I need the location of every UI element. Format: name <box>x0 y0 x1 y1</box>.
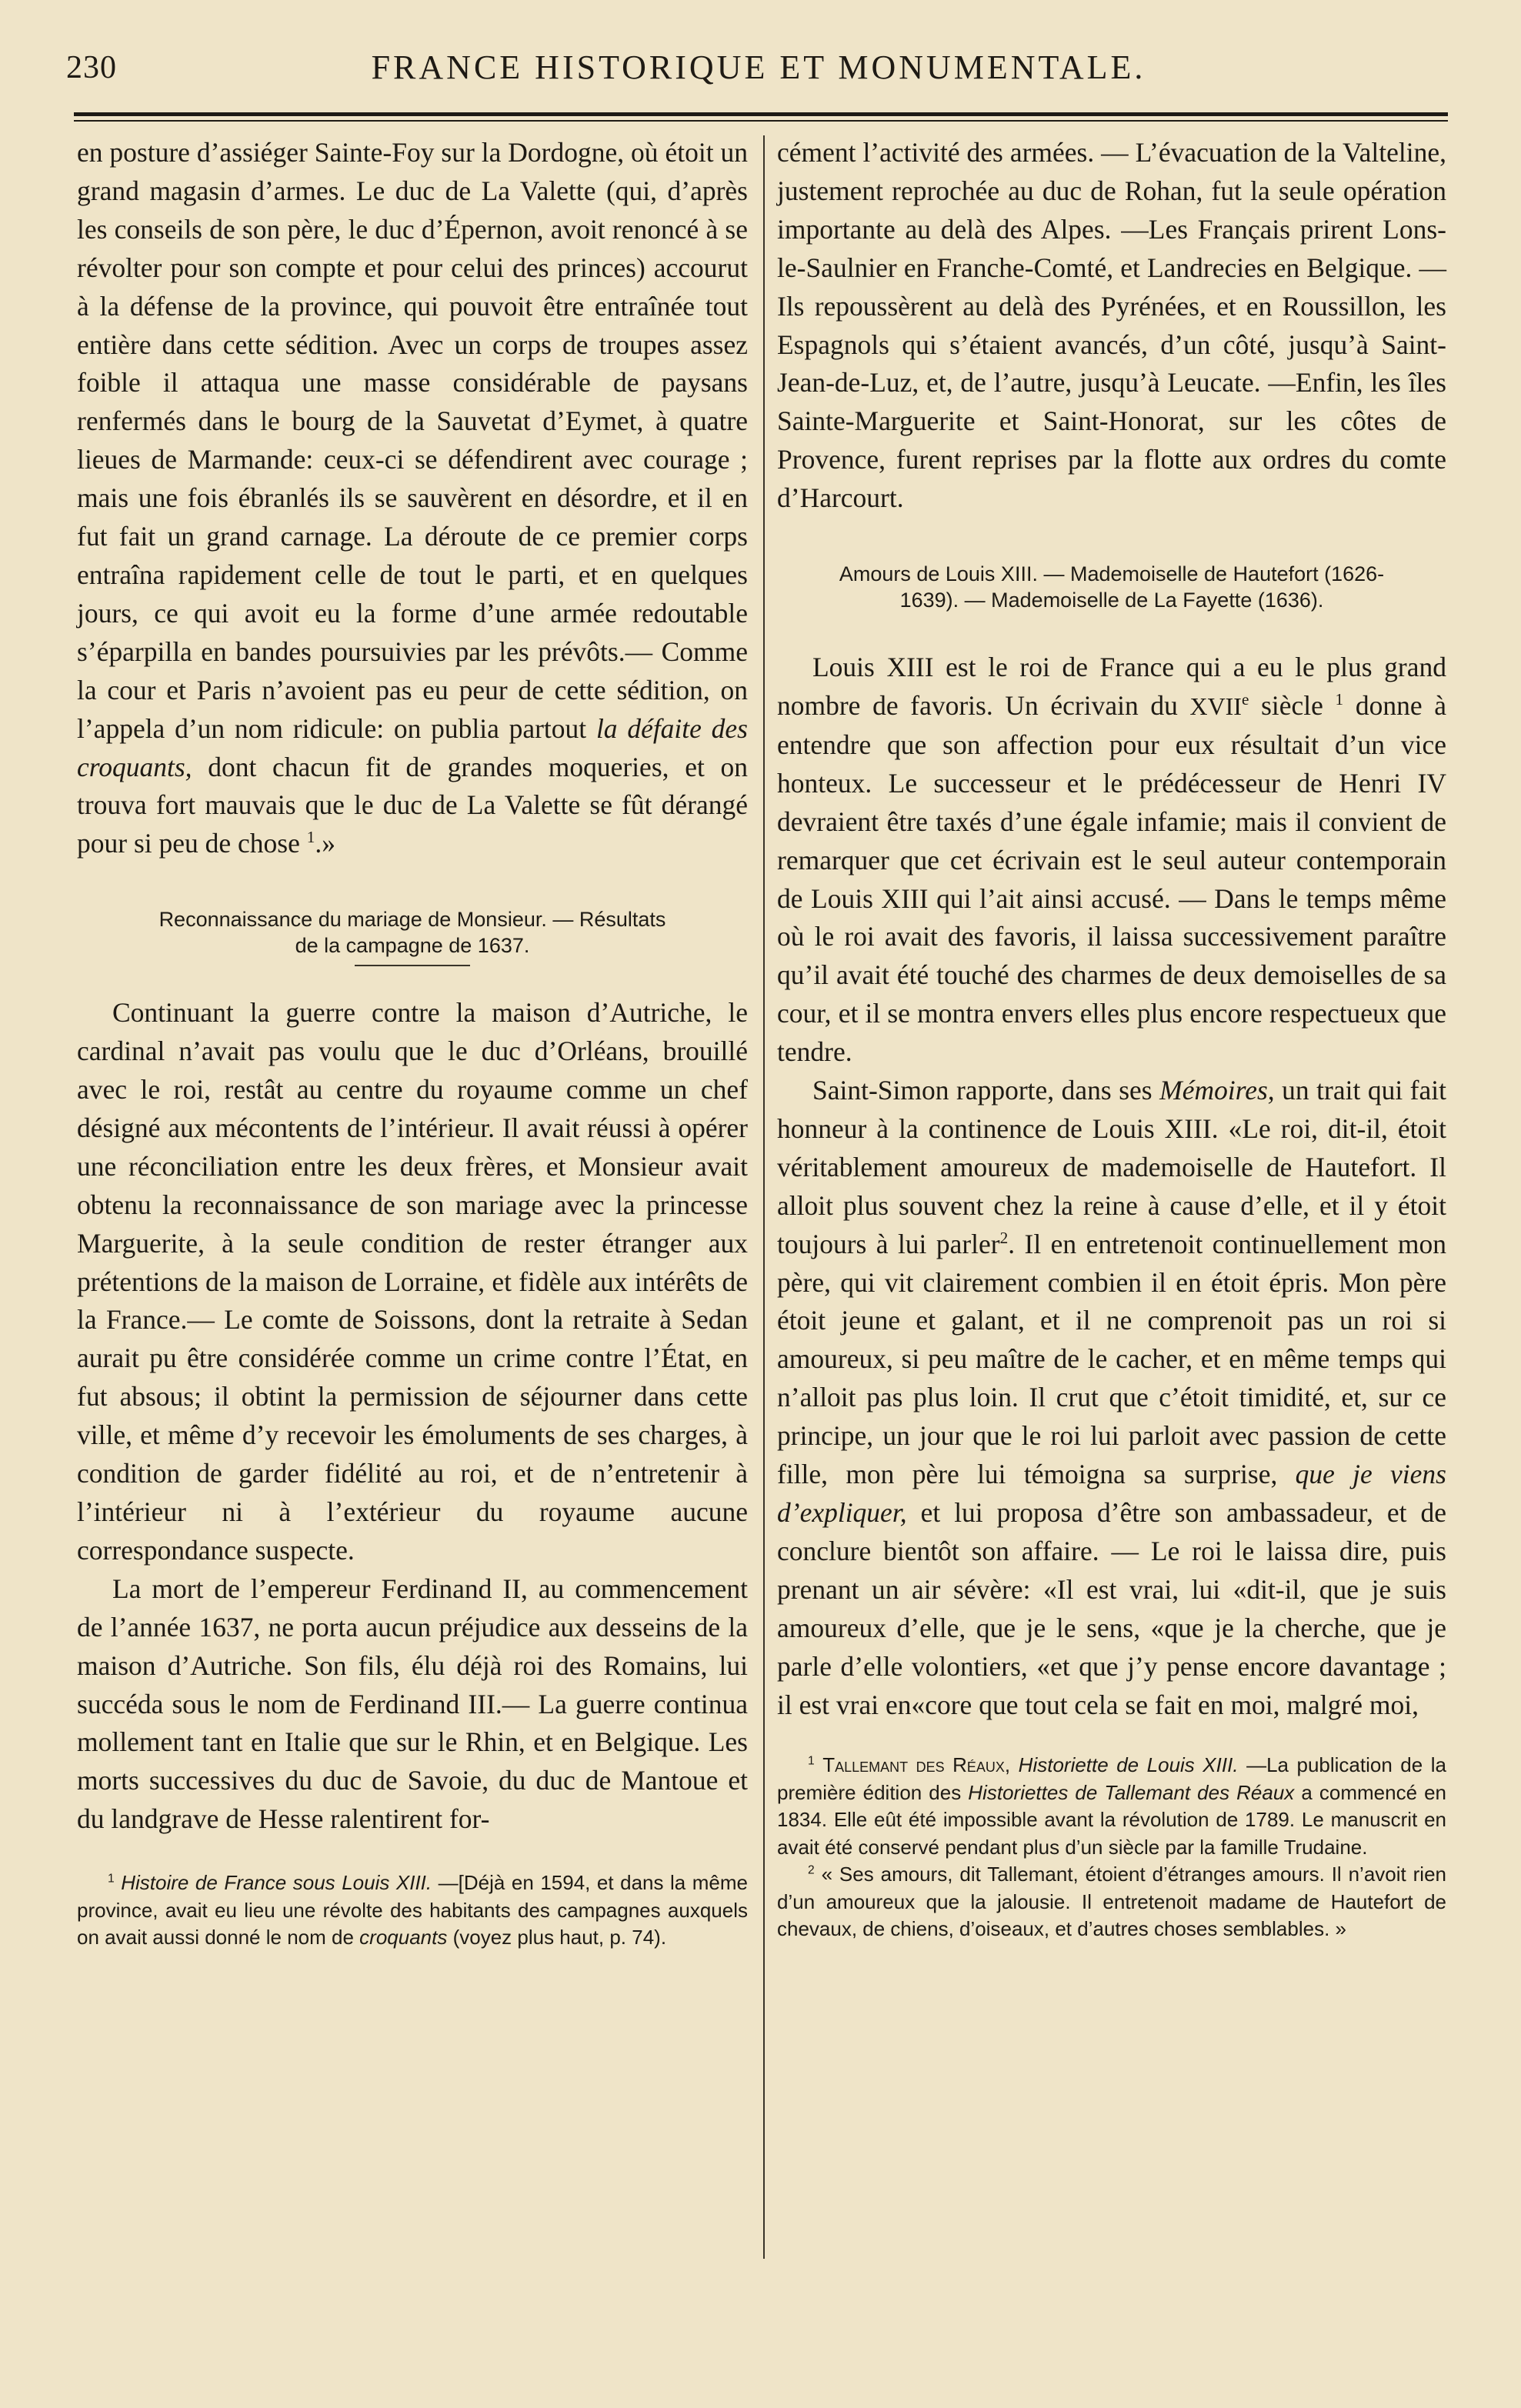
page-number: 230 <box>66 50 117 85</box>
footnote-ref: 2 <box>999 1228 1009 1247</box>
section-heading-marriage: Reconnaissance du mariage de Monsieur. — Résultats de la campagne de 1637. <box>158 908 666 958</box>
right-footnote-1: $^1$ Tallemant des Réaux, Historiette de Louis XIII. —La publication de la première édition des Historiettes de Tallemant des Réaux a commencé en 1834. Elle eût été impossible avant la révolution de 1789. Le manuscrit en avait été conservé pendant plus d’un siècle par la famille Trudaine. <box>777 1753 1447 1859</box>
left-paragraph-2: Continuant la guerre contre la maison d’Autriche, le cardinal n’avait pas voulu que le duc d’Orléans, brouillé avec le roi, restât au centre du royaume comme un chef désigné aux mécontents de l’intérieur. Il avait réussi à opérer une réconciliation entre les deux frères, et Monsieur avait obtenu la reconnaissance de son mariage avec la princesse Marguerite, à la seule condition de rester étranger aux prétentions de la maison de Lorraine, et fidèle aux intérêts de la France.— Le comte de Soissons, dont la retraite à Sedan aurait pu être considérée comme un crime contre l’État, en fut absous; il obtint la permission de séjourner dans cette ville, et même d’y recevoir les émoluments de ses charges, à condition de garder fidélité au roi, et de n’entretenir à l’intérieur ni à l’extérieur du royaume aucune correspondance suspecte. <box>77 997 748 1566</box>
running-title: FRANCE HISTORIQUE ET MONUMENTALE. <box>371 48 1146 86</box>
left-paragraph-1: en posture d’assiéger Sainte-Foy sur la Dordogne, où étoit un grand magasin d’armes. Le duc de La Valette (qui, d’après les conseils de son père, le duc d’Épernon, avoit renoncé à se révolter pour son compte et pour celui des princes) accourut à la défense de la province, qui pouvoit être entraînée tout entière dans cette sédition. Avec un corps de troupes assez foible il attaqua une masse considérable de paysans renfermés dans le bourg de la Sauvetat d’Eymet, à quatre lieues de Marmande: ceux-ci se défendirent avec courage ; mais une fois ébranlés ils se sauvèrent en désordre, et il en fut fait un grand carnage. La déroute de ce premier corps entraîna rapidement celle de tout le parti, et en quelques jours, ce qui avoit eu la forme d’une armée redoutable s’éparpilla en bandes poursuivies par les prévôts.— Comme la cour et Paris n’avoient pas eu peur de cette sédition, on l’appela d’un nom ridicule: on publia partout la défaite des croquants, dont chacun fit de grandes moqueries, et on trouva fort mauvais que le duc de La Valette se fût dérangé pour si peu de chose $^1$.» <box>77 137 749 859</box>
section-heading-amours: Amours de Louis XIII. — Mademoiselle de Hautefort (1626- 1639). — Mademoiselle de La Fayette (1636). <box>839 562 1385 612</box>
left-footnote-1: $^1$ Histoire de France sous Louis XIII. —[Déjà en 1594, et dans la même province, avait eu lieu une révolte des habitants des campagnes auxquels on avait aussi donné le nom de croquants (voyez plus haut, p. 74). <box>77 1871 749 1949</box>
footnote-ref: 1 <box>1335 690 1344 709</box>
page-header <box>66 45 1451 98</box>
left-paragraph-3: La mort de l’empereur Ferdinand II, au commencement de l’année 1637, ne porta aucun préjudice aux desseins de la maison d’Autriche. Son fils, élu déjà roi des Romains, lui succéda sous le nom de Ferdinand III.— La guerre continua mollement tant en Italie que sur le Rhin, et en Belgique. Les morts successives du duc de Savoie, du duc de Mantoue et du landgrave de Hesse ralentirent for- <box>77 1573 748 1835</box>
footnote-ref: 1 <box>306 828 315 847</box>
column-divider <box>763 135 765 2259</box>
header-rule-thin <box>74 120 1448 122</box>
header-rule-thick <box>74 112 1448 116</box>
left-column <box>77 134 748 1952</box>
italic-phrase: la défaite des croquants, <box>77 712 749 782</box>
right-paragraph-2: Louis XIII est le roi de France qui a eu le plus grand nombre de favoris. Un écrivain du XVIIe siècle $^1$ donne à entendre que son affection pour eux résultait d’un vice honteux. Le successeur et le prédécesseur de Henri IV devraient être taxés d’une égale infamie; mais il convient de remarquer que cet écrivain est le seul auteur contemporain de Louis XIII qui l’ait ainsi accusé. — Dans le temps même où le roi avait des favoris, il laissa successivement paraître qu’il avait été touché des charmes de deux demoiselles de sa cour, et il se montra envers elles plus encore respectueux que tendre. <box>777 652 1447 1068</box>
right-paragraph-3: Saint-Simon rapporte, dans ses Mémoires, un trait qui fait honneur à la continence de Louis XIII. «Le roi, dit-il, étoit véritablement amoureux de mademoiselle de Hautefort. Il alloit plus souvent chez la reine à cause d’elle, et il y étoit toujours à lui parler$^2$. Il en entretenoit continuellement mon père, qui vit clairement combien il en étoit épris. Mon père étoit jeune et galant, et il ne comprenoit pas un roi si amoureux, si peu maître de le cacher, et en même temps qui n’alloit pas plus loin. Il crut que c’étoit timidité, et, sur ce principe, un jour que le roi lui parloit avec passion de cette fille, mon père lui témoigna sa surprise, que je viens d’expliquer, et lui proposa d’être son ambassadeur, et de conclure bientôt son affaire. — Le roi le laissa dire, puis prenant un air sévère: «Il est vrai, lui «dit-il, que je suis amoureux d’elle, que je le sens, «que je la cherche, que je parle d’elle volontiers, «et que j’y pense encore davantage ; il est vrai en«core que tout cela se fait en moi, malgré moi, <box>777 1075 1447 1720</box>
right-footnote-2: $^2$ « Ses amours, dit Tallemant, étoient d’étranges amours. Il n’avoit rien d’un amoureux que la jalousie. Il entretenoit madame de Hautefort de chevaux, de chiens, d’oiseaux, et d’autres choses semblables. » <box>777 1863 1446 1941</box>
right-column <box>777 134 1446 1943</box>
right-paragraph-1: cément l’activité des armées. — L’évacuation de la Valteline, justement reprochée au duc de Rohan, fut la seule opération importante au delà des Alpes. —Les Français prirent Lons-le-Saulnier en Franche-Comté, et Landrecies en Belgique. —Ils repoussèrent au delà des Pyrénées, et en Roussillon, les Espagnols qui s’étaient avancés, d’un côté, jusqu’à Saint-Jean-de-Luz, et, de l’autre, jusqu’à Leucate. —Enfin, les îles Sainte-Marguerite et Saint-Honorat, sur les côtes de Provence, furent reprises par la flotte aux ordres du comte d’Harcourt. <box>777 137 1446 514</box>
